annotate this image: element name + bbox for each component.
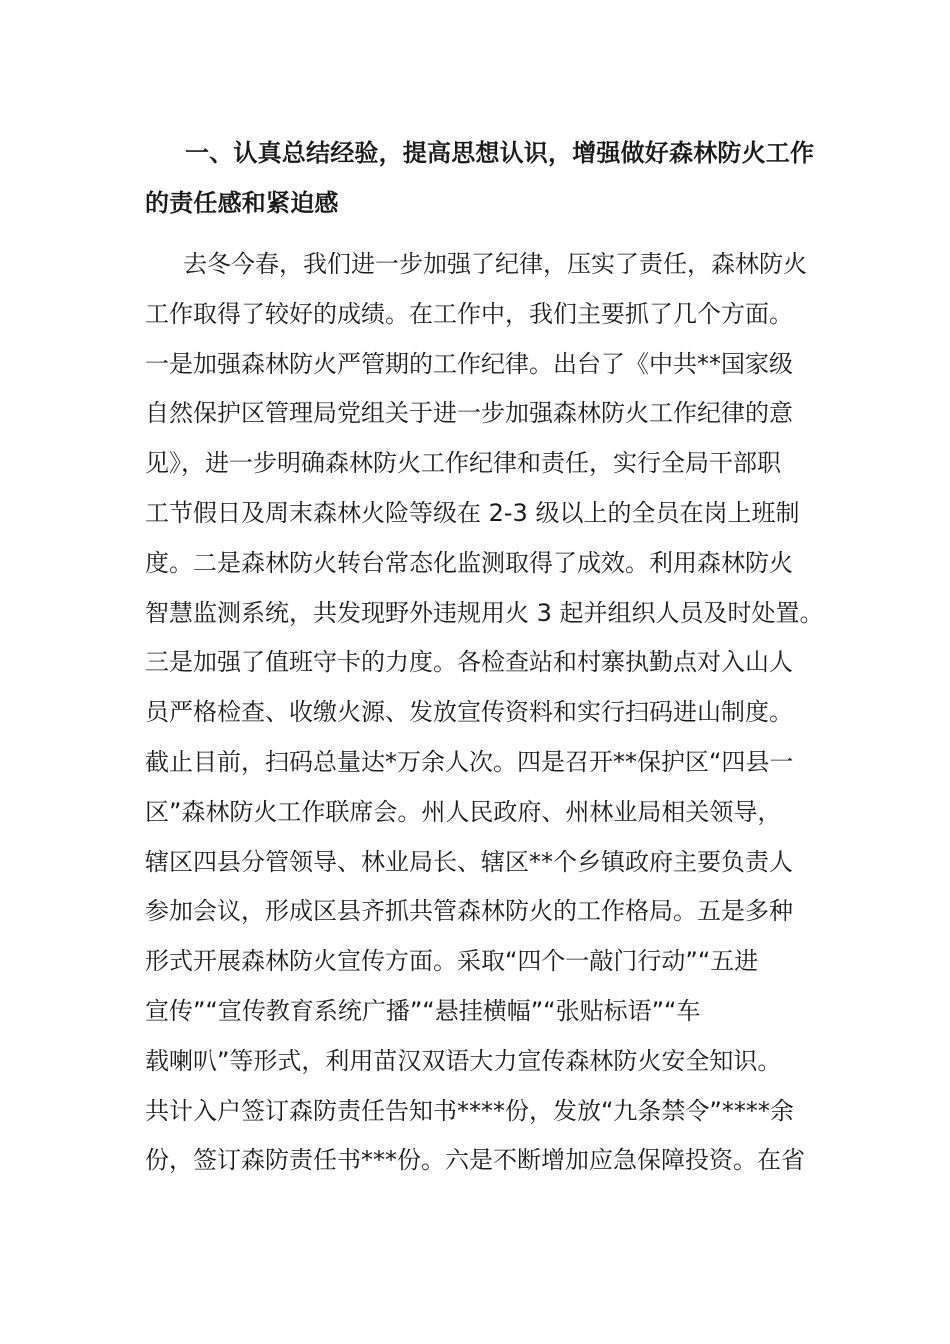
body-line: 员严格检查、收缴火源、发放宣传资料和实行扫码进山制度。 xyxy=(145,698,793,727)
heading-line-1: 一、认真总结经验，提高思想认识，增强做好森林防火工作 xyxy=(185,139,815,167)
body-line: 载喇叭”等形式，利用苗汉双语大力宣传森林防火安全知识。 xyxy=(145,1046,782,1075)
body-line: 区”森林防火工作联席会。州人民政府、州林业局相关领导， xyxy=(145,797,782,826)
body-line: 工节假日及周末森林火险等级在 2-3 级以上的全员在岗上班制 xyxy=(145,498,800,527)
body-line: 辖区四县分管领导、林业局长、辖区**个乡镇政府主要负责人 xyxy=(145,847,793,876)
body-paragraph xyxy=(145,240,825,1186)
body-line: 宣传”“宣传教育系统广播”“悬挂横幅”“张贴标语”“车 xyxy=(145,996,701,1025)
body-line: 见》，进一步明确森林防火工作纪律和责任，实行全局干部职 xyxy=(145,449,781,478)
body-line: 自然保护区管理局党组关于进一步加强森林防火工作纪律的意 xyxy=(145,399,793,428)
body-line: 工作取得了较好的成绩。在工作中，我们主要抓了几个方面。 xyxy=(145,299,793,328)
body-line: 参加会议，形成区县齐抓共管森林防火的工作格局。五是多种 xyxy=(145,897,793,926)
heading-line-2: 的责任感和紧迫感 xyxy=(145,189,339,217)
section-heading xyxy=(145,128,815,228)
body-line: 三是加强了值班守卡的力度。各检查站和村寨执勤点对入山人 xyxy=(145,648,793,677)
body-line: 截止目前，扫码总量达*万余人次。四是召开**保护区“四县一 xyxy=(145,747,794,776)
body-line: 智慧监测系统，共发现野外违规用火 3 起并组织人员及时处置。 xyxy=(145,598,824,627)
body-line: 形式开展森林防火宣传方面。采取“四个一敲门行动”“五进 xyxy=(145,947,759,976)
body-line: 一是加强森林防火严管期的工作纪律。出台了《中共**国家级 xyxy=(145,349,793,378)
body-line: 度。二是森林防火转台常态化监测取得了成效。利用森林防火 xyxy=(145,548,793,577)
body-line: 共计入户签订森防责任告知书****份，发放“九条禁令”****余 xyxy=(145,1096,794,1125)
body-line: 去冬今春，我们进一步加强了纪律，压实了责任，森林防火 xyxy=(183,250,807,278)
body-line: 份，签订森防责任书***份。六是不断增加应急保障投资。在省 xyxy=(145,1146,805,1175)
